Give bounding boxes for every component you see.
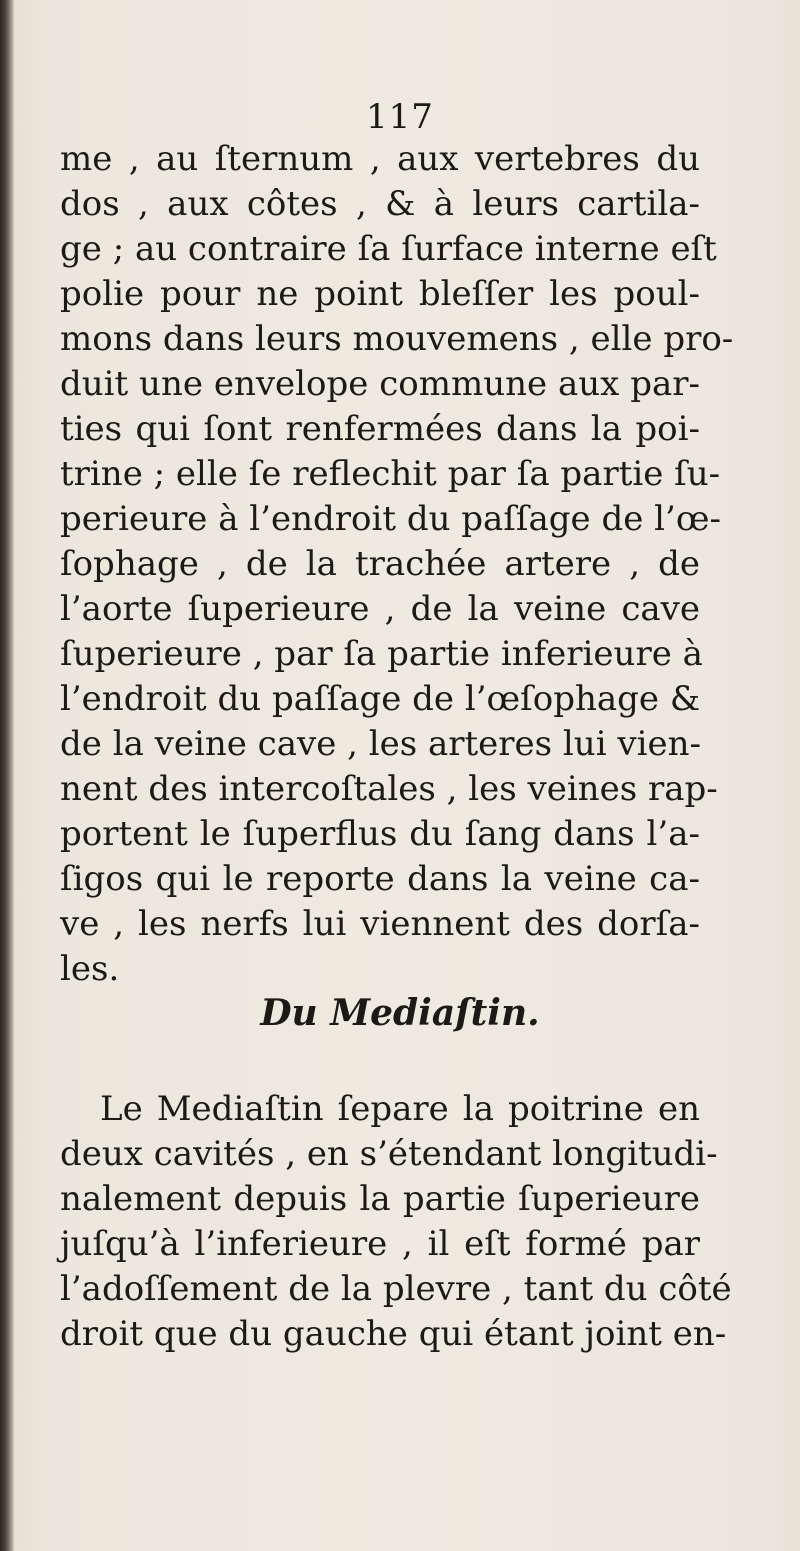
text-line: l’endroit du paſſage de l’œſophage &	[60, 679, 701, 719]
text-line: trine ; elle ſe reflechit par ſa partie ſu-	[60, 454, 721, 494]
text-line: ge ; au contraire ſa ſurface interne eſt	[60, 229, 717, 269]
text-line: mons dans leurs mouvemens , elle pro-	[60, 319, 734, 359]
text-line: me , au ſternum , aux vertebres du	[60, 139, 700, 179]
text-line: nalement depuis la partie ſuperieure	[60, 1179, 700, 1219]
text-line: duit une envelope commune aux par-	[60, 364, 700, 404]
text-line: l’adoſſement de la plevre , tant du côté	[60, 1269, 732, 1309]
text-line: droit que du gauche qui étant joint en-	[60, 1314, 727, 1354]
text-line: perieure à l’endroit du paſſage de l’œ-	[60, 499, 721, 539]
text-line: ties qui ſont renfermées dans la poi-	[60, 409, 700, 449]
text-line: les.	[60, 949, 120, 989]
section-heading: Du Mediaſtin.	[260, 992, 540, 1034]
text-line: de la veine cave , les arteres lui vien-	[60, 724, 701, 764]
text-line: deux cavités , en s’étendant longitudi-	[60, 1134, 718, 1174]
binding-gutter	[0, 0, 14, 1551]
text-line: Le Mediaſtin ſepare la poitrine en	[100, 1089, 700, 1129]
text-line: ſophage , de la trachée artere , de	[60, 544, 700, 584]
text-line: ſuperieure , par ſa partie inferieure à	[60, 634, 703, 674]
page-number: 117	[366, 97, 434, 137]
text-line: juſqu’à l’inferieure , il eſt formé par	[60, 1224, 700, 1264]
text-line: nent des intercoſtales , les veines rap-	[60, 769, 718, 809]
text-line: polie pour ne point bleſſer les poul-	[60, 274, 700, 314]
text-line: ſigos qui le reporte dans la veine ca-	[60, 859, 700, 899]
text-line: l’aorte ſuperieure , de la veine cave	[60, 589, 700, 629]
text-line: dos , aux côtes , & à leurs cartila-	[60, 184, 700, 224]
text-line: ve , les nerfs lui viennent des dorſa-	[60, 904, 700, 944]
text-line: portent le ſuperflus du ſang dans l’a-	[60, 814, 700, 854]
